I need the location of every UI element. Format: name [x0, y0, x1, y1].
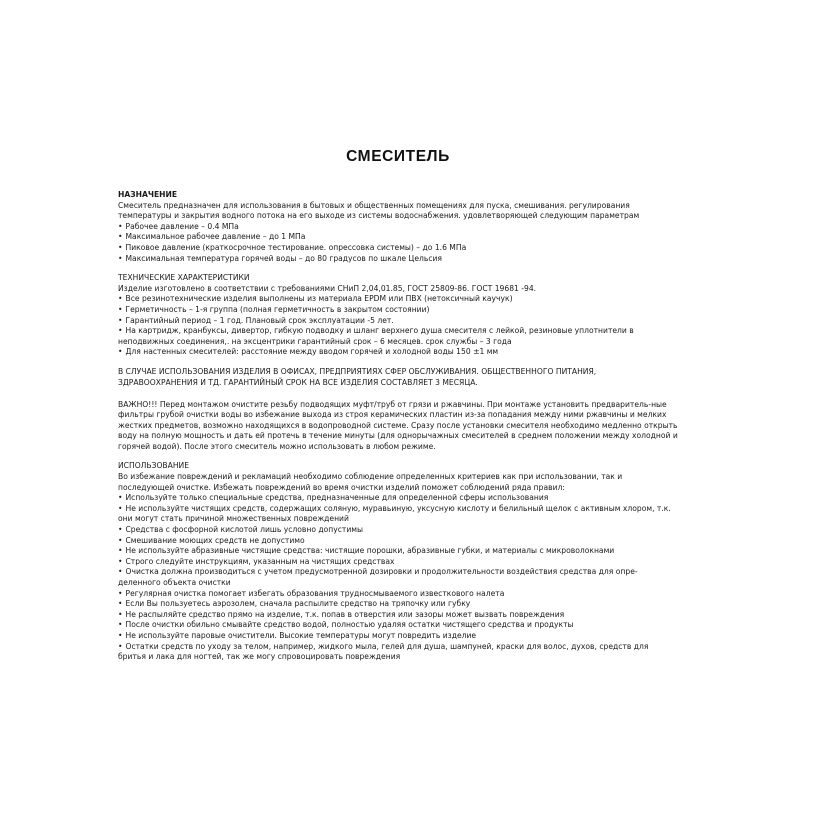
usage-heading: ИСПОЛЬЗОВАНИЕ	[118, 461, 190, 471]
list-item: • Не используйте паровые очистители. Высокие температуры могут повредить изделие	[118, 631, 678, 642]
list-item: • Не распыляйте средство прямо на изделие, т.к. попав в отверстия или зазоры может вызвать повреждения	[118, 610, 678, 621]
list-item: • Очистка должна производиться с учетом предусмотренной дозировки и продолжительности воздействия средства для опре-деленного объекта очистки	[118, 567, 678, 588]
list-item: • Остатки средств по уходу за телом, например, жидкого мыла, гелей для душа, шампуней, краски для волос, духов, средств для бритья и лака для ногтей, так же могу спровоцировать повреждения	[118, 642, 678, 663]
list-item: • Пиковое давление (краткосрочное тестирование. опрессовка системы) – до 1.6 МПа	[118, 243, 678, 254]
list-item: • После очистки обильно смывайте средство водой, полностью удаляя остатки чистящего средства и продукты	[118, 620, 678, 631]
important-section	[118, 400, 678, 453]
list-item: • Рабочее давление – 0.4 МПа	[118, 222, 678, 233]
list-item: • Средства с фосфорной кислотой лишь условно допустимы	[118, 525, 678, 536]
purpose-heading: НАЗНАЧЕНИЕ	[118, 190, 178, 199]
list-item: • Не используйте абразивные чистящие средства: чистящие порошки, абразивные губки, и материалы с микроволокнами	[118, 546, 678, 557]
purpose-section	[118, 190, 678, 264]
list-item: • Максимальная температура горячей воды – до 80 градусов по шкале Цельсия	[118, 254, 678, 265]
list-item: • Все резинотехнические изделия выполнены из материала EPDM или ПВХ (нетоксичный каучук)	[118, 294, 678, 305]
list-item: • Герметичность – 1-я группа (полная герметичность в закрытом состоянии)	[118, 305, 678, 316]
document-page	[118, 148, 678, 672]
list-item: • На картридж, кранбуксы, дивертор, гибкую подводку и шланг верхнего душа смесителя с лейкой, резиновые уплотнители в неподвижных соединения,. на эксцентрики гарантийный срок – 6 месяцев. срок службы – 3 года	[118, 326, 678, 347]
list-item: • Гарантийный период – 1 год. Плановый срок эксплуатации -5 лет.	[118, 316, 678, 327]
specs-list	[118, 294, 678, 358]
usage-list	[118, 493, 678, 663]
usage-section	[118, 461, 678, 662]
specs-intro: Изделие изготовлено в соответствии с требованиями СНиП 2,04,01.85, ГОСТ 25809-86. ГОСТ 19681 -94.	[118, 283, 537, 293]
list-item: • Строго следуйте инструкциям, указанным на чистящих средствах	[118, 557, 678, 568]
list-item: • Для настенных смесителей: расстояние между вводом горячей и холодной воды 150 ±1 мм	[118, 347, 678, 358]
purpose-list	[118, 222, 678, 264]
list-item: • Используйте только специальные средства, предназначенные для определенной сферы использования	[118, 493, 678, 504]
list-item: • Регулярная очистка помогает избегать образования трудносмываемого известкового налета	[118, 589, 678, 600]
list-item: • Не используйте чистящих средств, содержащих соляную, муравьиную, уксусную кислоту и белильный щелок с активным хлором, т.к. они могут стать причиной множественных повреждений	[118, 504, 678, 525]
warranty-notice: В СЛУЧАЕ ИСПОЛЬЗОВАНИЯ ИЗДЕЛИЯ В ОФИСАХ, ПРЕДПРИЯТИЯХ СФЕР ОБСЛУЖИВАНИЯ. ОБЩЕСТВЕННОГО ПИТАНИЯ, ЗДРАВООХРАНЕНИЯ И ТД. ГАРАНТИЙНЫЙ СРОК НА ВСЕ ИЗДЕЛИЯ СОСТАВЛЯЕТ 3 МЕСЯЦА.	[118, 366, 597, 387]
document-title: СМЕСИТЕЛЬ	[346, 148, 450, 165]
usage-intro: Во избежание повреждений и рекламаций необходимо соблюдение определенных критериев как при использовании, так и последующей очистке. Избежать повреждений во время очистки изделий поможет соблюдений ряда правил:	[118, 472, 623, 492]
list-item: • Максимальное рабочее давление – до 1 МПа	[118, 232, 678, 243]
purpose-intro: Смеситель предназначен для использования в бытовых и общественных помещениях для пуска, смешивания. регулирования температуры и закрытия водного потока на его выходе из системы водоснабжения. удовлетворяющей следующим параметрам	[118, 200, 640, 221]
important-text: ВАЖНО!!! Перед монтажом очистите резьбу подводящих муфт/труб от грязи и ржавчины. При монтаже установить предваритель-ные фильтры грубой очистки воды во избежание выхода из строя керамических пластин из-за попадания между ними ржавчины и мелких жестких предметов, возможно находящихся в водопроводной системе. Сразу после установки смесителя необходимо медленно открыть воду на полную мощность и дать ей протечь в течение минуты (для однорычажных смесителей в среднем положении между холодной и горячей водой). После этого смеситель можно использовать в любом режиме.	[118, 399, 678, 451]
list-item: • Смешивание моющих средств не допустимо	[118, 536, 678, 547]
specs-section	[118, 273, 678, 358]
list-item: • Если Вы пользуетесь аэрозолем, сначала распылите средство на тряпочку или губку	[118, 599, 678, 610]
specs-heading: ТЕХНИЧЕСКИЕ ХАРАКТЕРИСТИКИ	[118, 273, 250, 283]
